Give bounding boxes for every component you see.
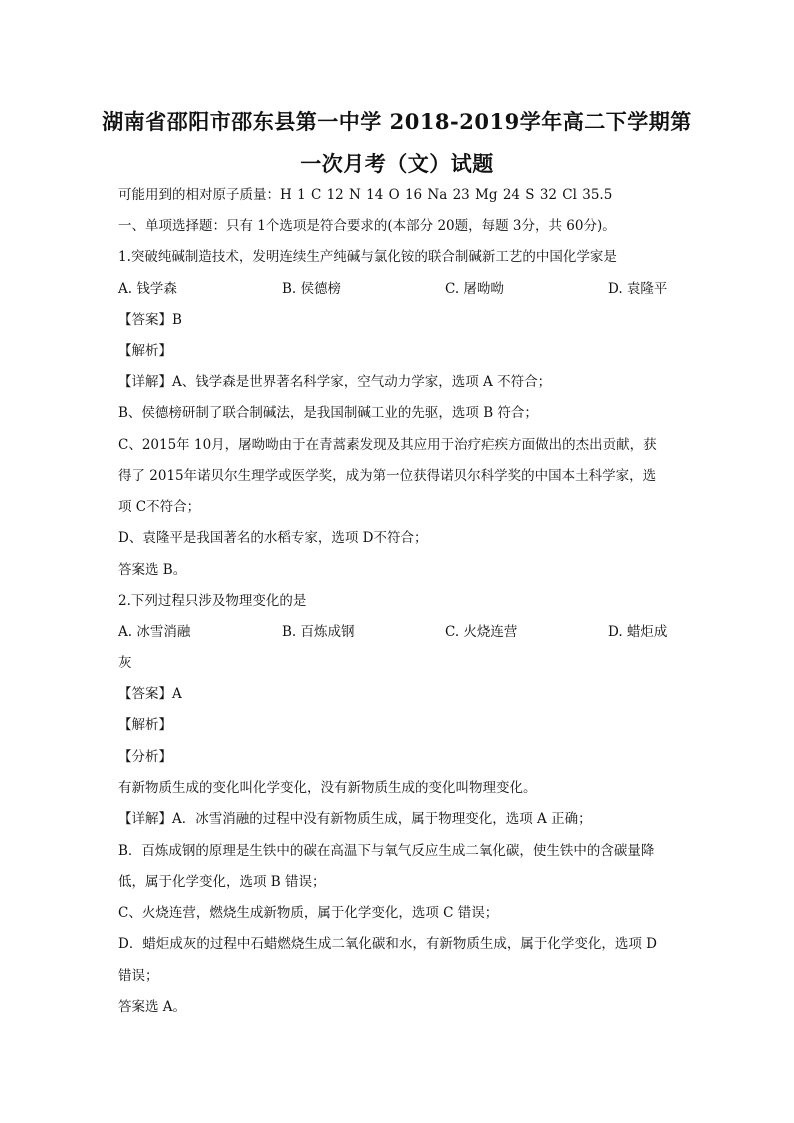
question-2-option-d: D. 蜡炬成 xyxy=(608,624,668,640)
question-2-stem: 2.下列过程只涉及物理变化的是 xyxy=(118,593,307,609)
question-2-detail-line: 错误； xyxy=(118,968,159,984)
document-title-line-1: 湖南省邵阳市邵东县第一中学 2018-2019学年高二下学期第 xyxy=(102,109,692,134)
question-2-detail-line: 有新物质生成的变化叫化学变化，没有新物质生成的变化叫物理变化。 xyxy=(118,780,537,796)
question-1-option-b: B. 侯德榜 xyxy=(282,281,342,297)
question-2-detail-line: 【详解】A．冰雪消融的过程中没有新物质生成，属于物理变化，选项 A 正确； xyxy=(118,811,592,827)
question-1-conclusion: 答案选 B。 xyxy=(118,562,187,578)
section-heading: 一、单项选择题：只有 1个选项是符合要求的(本部分 20题，每题 3分，共 60分)。 xyxy=(118,218,616,234)
question-1-answer: 【答案】B xyxy=(118,312,182,328)
question-1-option-a: A. 钱学森 xyxy=(118,281,177,297)
question-1-option-c: C. 屠呦呦 xyxy=(445,281,504,297)
document-title-line-2: 一次月考（文）试题 xyxy=(300,151,494,176)
question-2-detail-line: 低，属于化学变化，选项 B 错误； xyxy=(118,874,326,890)
question-2-option-b: B. 百炼成钢 xyxy=(282,624,355,640)
question-2-answer: 【答案】A xyxy=(118,686,182,702)
question-1-detail-line: 得了 2015年诺贝尔生理学或医学奖，成为第一位获得诺贝尔科学奖的中国本土科学家，选 xyxy=(118,468,657,484)
question-1-detail-line: 【详解】A、钱学森是世界著名科学家，空气动力学家，选项 A 不符合； xyxy=(118,374,552,390)
question-1-stem: 1.突破纯碱制造技术，发明连续生产纯碱与氯化铵的联合制碱新工艺的中国化学家是 xyxy=(118,249,617,265)
question-2-option-a: A. 冰雪消融 xyxy=(118,624,191,640)
question-1-detail-line: 项 C不符合； xyxy=(118,499,201,515)
atomic-mass-line: 可能用到的相对原子质量：H 1 C 12 N 14 O 16 Na 23 Mg 24 S 32 Cl 35.5 xyxy=(118,187,613,203)
question-2-detail-line: C、火烧连营，燃烧生成新物质，属于化学变化，选项 C 错误； xyxy=(118,905,499,921)
question-2-analysis-label: 【解析】 xyxy=(118,717,172,733)
question-2-detail-line: B．百炼成钢的原理是生铁中的碳在高温下与氧气反应生成二氧化碳，使生铁中的含碳量降 xyxy=(118,843,655,859)
question-2-analysis-sub-label: 【分析】 xyxy=(118,749,172,765)
question-2-option-c: C. 火烧连营 xyxy=(445,624,518,640)
question-2-option-d-wrap: 灰 xyxy=(118,655,132,671)
question-2-conclusion: 答案选 A。 xyxy=(118,999,187,1015)
question-1-analysis-label: 【解析】 xyxy=(118,343,172,359)
question-2-detail-line: D．蜡炬成灰的过程中石蜡燃烧生成二氧化碳和水，有新物质生成，属于化学变化，选项 D xyxy=(118,936,657,952)
question-1-detail-line: C、2015年 10月，屠呦呦由于在青蒿素发现及其应用于治疗疟疾方面做出的杰出贡献，获 xyxy=(118,437,657,453)
question-1-option-d: D. 袁隆平 xyxy=(608,281,668,297)
question-1-detail-line: B、侯德榜研制了联合制碱法，是我国制碱工业的先驱，选项 B 符合； xyxy=(118,405,538,421)
question-1-detail-line: D、袁隆平是我国著名的水稻专家，选项 D不符合； xyxy=(118,530,428,546)
